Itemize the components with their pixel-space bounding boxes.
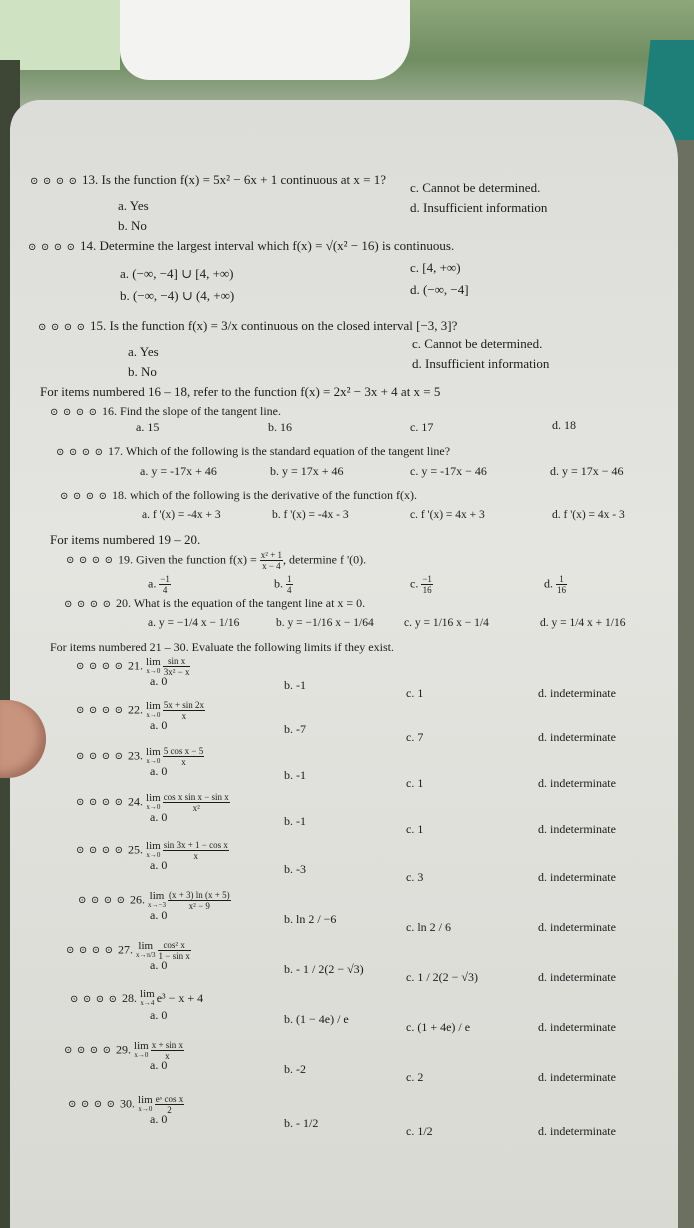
q15-option-d: d. Insufficient information <box>412 356 550 371</box>
q15-option-b: b. No <box>128 364 157 379</box>
q19-option-d: d. $\frac{1}{16}$ <box>544 574 566 595</box>
limit-question: ⊙ ⊙ ⊙ ⊙ 26. lim x→−3 $\frac{(x + 3) \ln (x + 5)}{\text{x² − 9}}$ <box>78 889 230 911</box>
limit-option-d: d. indeterminate <box>538 1070 616 1084</box>
limit-operator: lim x→0 <box>134 1039 149 1059</box>
q15-question: ⊙ ⊙ ⊙ ⊙ 15. Is the function f(x) = 3/x continuous on the closed interval [−3, 3]? <box>38 318 458 333</box>
limit-question: ⊙ ⊙ ⊙ ⊙ 27. lim x→π/3 $\frac{\text{cos² x}}{\text{1 − sin x}}$ <box>66 939 190 961</box>
answer-circles: ⊙ ⊙ ⊙ ⊙ <box>60 491 109 502</box>
limit-option-d: d. indeterminate <box>538 686 616 700</box>
limit-expression: $\frac{\text{sin 3x + 1 − cos x}}{x}$ <box>163 840 228 861</box>
q20-question: ⊙ ⊙ ⊙ ⊙ 20. What is the equation of the tangent line at x = 0. <box>64 596 366 610</box>
q18-option-b: b. f '(x) = -4x - 3 <box>272 509 349 521</box>
limit-option-a: a. 0 <box>150 958 168 972</box>
limit-operator: lim x→−3 <box>148 889 166 909</box>
q17-option-c: c. y = -17x − 46 <box>410 464 487 478</box>
limit-option-c: c. 3 <box>406 870 424 884</box>
limit-option-a: a. 0 <box>150 764 168 778</box>
limit-option-a: a. 0 <box>150 1058 168 1072</box>
q14-option-a: a. (−∞, −4] ∪ [4, +∞) <box>120 266 234 281</box>
limit-operator: lim x→0 <box>138 1093 153 1113</box>
limit-option-d: d. indeterminate <box>538 1020 616 1034</box>
answer-circles: ⊙ ⊙ ⊙ ⊙ <box>76 845 125 857</box>
q14-question: ⊙ ⊙ ⊙ ⊙ 14. Determine the largest interval which f(x) = √(x² − 16) is continuous. <box>28 238 455 253</box>
q17-question: ⊙ ⊙ ⊙ ⊙ 17. Which of the following is the standard equation of the tangent line? <box>56 444 451 458</box>
answer-circles: ⊙ ⊙ ⊙ ⊙ <box>78 895 127 907</box>
limit-expression: $\frac{\text{5 cos x − 5}}{x}$ <box>163 746 204 767</box>
answer-circles: ⊙ ⊙ ⊙ ⊙ <box>68 1099 117 1111</box>
q13-option-b: b. No <box>118 218 147 233</box>
answer-circles: ⊙ ⊙ ⊙ ⊙ <box>38 322 87 333</box>
answer-circles: ⊙ ⊙ ⊙ ⊙ <box>56 447 105 458</box>
limit-operator: lim x→π/3 <box>136 939 156 959</box>
q20-option-d: d. y = 1/4 x + 1/16 <box>540 617 626 629</box>
limit-option-d: d. indeterminate <box>538 730 616 744</box>
q14-option-d: d. (−∞, −4] <box>410 282 469 297</box>
q14-option-c: c. [4, +∞) <box>410 260 461 275</box>
limit-question: ⊙ ⊙ ⊙ ⊙ 24. lim x→0 $\frac{\text{cos x sin x − sin x}}{\text{x²}}$ <box>76 791 229 813</box>
limit-option-b: b. - 1/2 <box>284 1116 319 1130</box>
q19-option-b: b. $\frac{1}{4}$ <box>274 574 292 595</box>
limit-operator: lim x→0 <box>146 791 161 811</box>
q20-option-a: a. y = −1/4 x − 1/16 <box>148 617 240 629</box>
limit-operator: lim x→0 <box>146 699 161 719</box>
instruction-21-30: For items numbered 21 – 30. Evaluate the following limits if they exist. <box>50 640 394 654</box>
limit-option-b: b. -2 <box>284 1062 306 1076</box>
limit-option-c: c. ln 2 / 6 <box>406 920 451 934</box>
q13-question: ⊙ ⊙ ⊙ ⊙ 13. Is the function f(x) = 5x² − 6x + 1 continuous at x = 1? <box>30 172 387 187</box>
limit-option-a: a. 0 <box>150 674 168 688</box>
limit-operator: lim x→0 <box>146 839 161 859</box>
limit-question: ⊙ ⊙ ⊙ ⊙ 23. lim x→0 $\frac{\text{5 cos x − 5}}{x}$ <box>76 745 204 767</box>
limit-option-a: a. 0 <box>150 908 168 922</box>
limit-option-c: c. 2 <box>406 1070 424 1084</box>
answer-circles: ⊙ ⊙ ⊙ ⊙ <box>70 993 119 1005</box>
q18-option-d: d. f '(x) = 4x - 3 <box>552 509 625 521</box>
q13-option-c: c. Cannot be determined. <box>410 180 541 195</box>
background-cloth <box>120 0 410 80</box>
limit-option-c: c. (1 + 4e) / e <box>406 1020 471 1034</box>
answer-circles: ⊙ ⊙ ⊙ ⊙ <box>76 661 125 673</box>
q20-option-b: b. y = −1/16 x − 1/64 <box>276 617 374 629</box>
limit-expression: $\frac{\text{x + sin x}}{x}$ <box>151 1040 184 1061</box>
q17-option-a: a. y = -17x + 46 <box>140 464 217 478</box>
limit-question: ⊙ ⊙ ⊙ ⊙ 22. lim x→0 $\frac{5x + \sin 2x}{x}$ <box>76 699 205 721</box>
answer-circles: ⊙ ⊙ ⊙ ⊙ <box>76 705 125 717</box>
limit-question: ⊙ ⊙ ⊙ ⊙ 28. lim x→4 e³ − x + 4 <box>70 988 204 1007</box>
answer-circles: ⊙ ⊙ ⊙ ⊙ <box>64 599 113 610</box>
q19-function-fraction: $\frac{\text{x² + 1}}{x - 4}$ <box>260 550 283 571</box>
limit-expression: $\frac{(x + 3) \ln (x + 5)}{\text{x² − 9}}$ <box>168 890 230 911</box>
limit-option-a: a. 0 <box>150 858 168 872</box>
limit-option-d: d. indeterminate <box>538 822 616 836</box>
limit-expression: e³ − x + 4 <box>156 990 204 1005</box>
limit-expression: $\frac{\text{cos x sin x − sin x}}{\text{x²}}$ <box>163 792 229 813</box>
limit-option-b: b. -7 <box>284 722 306 736</box>
limit-question: ⊙ ⊙ ⊙ ⊙ 21. lim x→0 $\frac{\text{sin x}}{\text{3x² − x}}$ <box>76 655 190 677</box>
limit-operator: lim x→4 <box>140 988 155 1007</box>
answer-circles: ⊙ ⊙ ⊙ ⊙ <box>76 797 125 809</box>
q16-option-d: d. 18 <box>552 418 576 432</box>
limit-option-d: d. indeterminate <box>538 870 616 884</box>
limit-option-a: a. 0 <box>150 1112 168 1126</box>
limit-option-b: b. (1 − 4e) / e <box>284 1012 349 1026</box>
q16-question: ⊙ ⊙ ⊙ ⊙ 16. Find the slope of the tangent line. <box>50 404 281 418</box>
q13-option-d: d. Insufficient information <box>410 200 548 215</box>
limit-operator: lim x→0 <box>146 655 161 675</box>
limit-question: ⊙ ⊙ ⊙ ⊙ 29. lim x→0 $\frac{\text{x + sin x}}{x}$ <box>64 1039 184 1061</box>
limit-option-c: c. 1 <box>406 686 424 700</box>
limit-option-b: b. ln 2 / −6 <box>284 912 337 926</box>
q16-option-c: c. 17 <box>410 420 434 434</box>
limit-expression: $\frac{\text{cos² x}}{\text{1 − sin x}}$ <box>158 940 190 961</box>
limit-question: ⊙ ⊙ ⊙ ⊙ 25. lim x→0 $\frac{\text{sin 3x + 1 − cos x}}{x}$ <box>76 839 228 861</box>
q18-question: ⊙ ⊙ ⊙ ⊙ 18. which of the following is the derivative of the function f(x). <box>60 488 417 502</box>
q13-option-a: a. Yes <box>118 198 149 213</box>
limit-option-c: c. 1 / 2(2 − √3) <box>406 970 479 984</box>
q19-option-c: c. $\frac{-1}{16}$ <box>410 574 432 595</box>
answer-circles: ⊙ ⊙ ⊙ ⊙ <box>50 407 99 418</box>
limit-operator: lim x→0 <box>146 745 161 765</box>
q16-option-a: a. 15 <box>136 420 160 434</box>
q20-option-c: c. y = 1/16 x − 1/4 <box>404 617 489 629</box>
answer-circles: ⊙ ⊙ ⊙ ⊙ <box>66 555 115 567</box>
instruction-19-20: For items numbered 19 – 20. <box>50 532 201 547</box>
instruction-16-18: For items numbered 16 – 18, refer to the function f(x) = 2x² − 3x + 4 at x = 5 <box>40 384 441 399</box>
q14-option-b: b. (−∞, −4) ∪ (4, +∞) <box>120 288 235 303</box>
limit-option-d: d. indeterminate <box>538 970 616 984</box>
q19-option-a: a. $\frac{-1}{4}$ <box>148 574 170 595</box>
limit-option-c: c. 1 <box>406 776 424 790</box>
limit-option-b: b. - 1 / 2(2 − √3) <box>284 962 364 976</box>
limit-question: ⊙ ⊙ ⊙ ⊙ 30. lim x→0 $\frac{\text{eˣ cos x}}{2}$ <box>68 1093 184 1115</box>
limit-option-d: d. indeterminate <box>538 1124 616 1138</box>
answer-circles: ⊙ ⊙ ⊙ ⊙ <box>64 1045 113 1057</box>
q17-option-d: d. y = 17x − 46 <box>550 464 624 478</box>
answer-circles: ⊙ ⊙ ⊙ ⊙ <box>30 176 79 187</box>
limit-expression: $\frac{5x + \sin 2x}{x}$ <box>163 700 205 721</box>
q18-option-a: a. f '(x) = -4x + 3 <box>142 509 221 521</box>
limit-option-a: a. 0 <box>150 810 168 824</box>
q15-option-c: c. Cannot be determined. <box>412 336 543 351</box>
limit-option-b: b. -1 <box>284 814 306 828</box>
limit-option-b: b. -1 <box>284 768 306 782</box>
limit-option-b: b. -1 <box>284 678 306 692</box>
limit-option-c: c. 7 <box>406 730 424 744</box>
q16-option-b: b. 16 <box>268 420 292 434</box>
q15-option-a: a. Yes <box>128 344 159 359</box>
q17-option-b: b. y = 17x + 46 <box>270 464 344 478</box>
limit-option-c: c. 1/2 <box>406 1124 433 1138</box>
answer-circles: ⊙ ⊙ ⊙ ⊙ <box>28 242 77 253</box>
limit-option-a: a. 0 <box>150 718 168 732</box>
answer-circles: ⊙ ⊙ ⊙ ⊙ <box>66 945 115 957</box>
limit-option-d: d. indeterminate <box>538 776 616 790</box>
limit-option-c: c. 1 <box>406 822 424 836</box>
answer-circles: ⊙ ⊙ ⊙ ⊙ <box>76 751 125 763</box>
limit-expression: $\frac{\text{sin x}}{\text{3x² − x}}$ <box>163 656 190 677</box>
q18-option-c: c. f '(x) = 4x + 3 <box>410 509 485 521</box>
limit-option-b: b. -3 <box>284 862 306 876</box>
limit-option-d: d. indeterminate <box>538 920 616 934</box>
limit-option-a: a. 0 <box>150 1008 168 1022</box>
q19-question: ⊙ ⊙ ⊙ ⊙ 19. Given the function f(x) = $\frac{\text{x² + 1}}{x - 4}$ , determine f '(0). <box>66 550 367 571</box>
background-right-edge <box>676 140 694 1228</box>
limit-expression: $\frac{\text{eˣ cos x}}{2}$ <box>155 1094 184 1115</box>
